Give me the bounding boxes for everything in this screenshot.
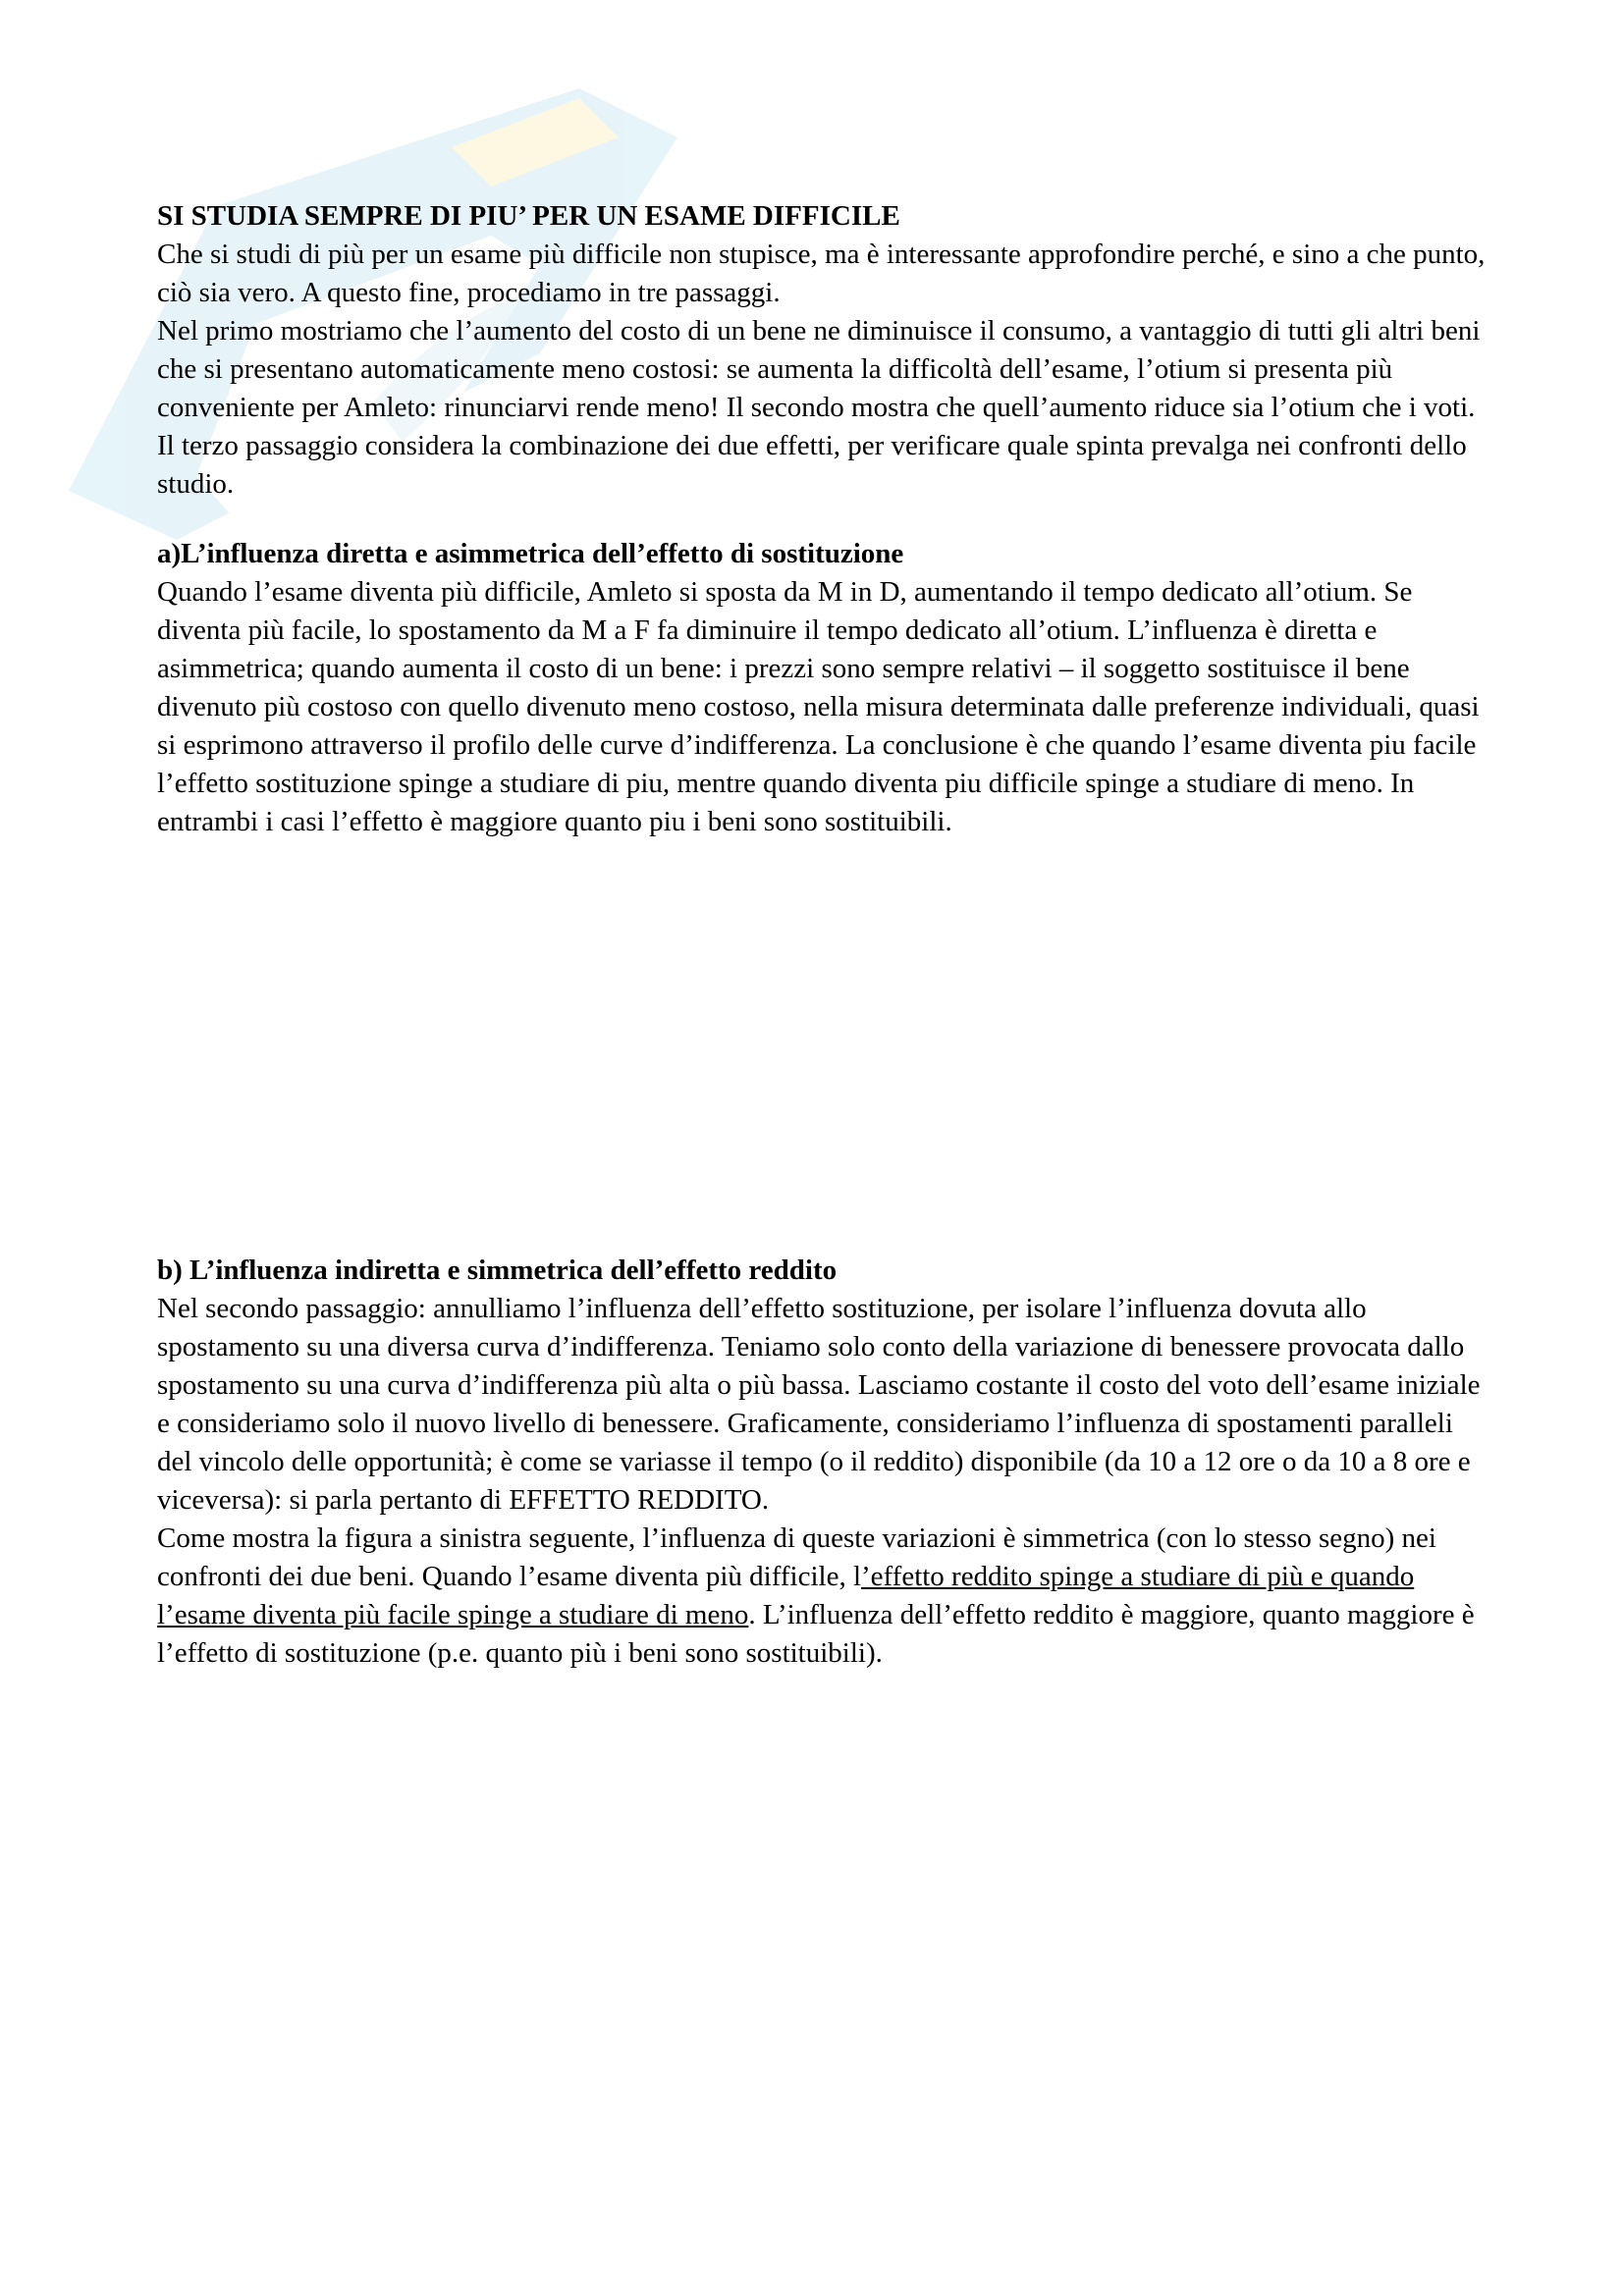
- section-a-heading: a)L’influenza diretta e asimmetrica dell’effetto di sostituzione: [157, 538, 904, 569]
- intro-paragraph: Nel primo mostriamo che l’aumento del costo di un bene ne diminuisce il consumo, a vantaggio di tutti gli altri beni che si presentano automaticamente meno costosi: se aumenta la difficoltà dell’esame, l’otium si presenta più conveniente per Amleto: rinunciarvi rende meno! Il secondo mostra che quell’aumento riduce sia l’otium che i voti. Il terzo passaggio considera la combinazione dei due effetti, per verificare quale spinta prevalga nei confronti dello studio.: [157, 315, 1481, 500]
- section-b: [157, 1252, 1492, 1673]
- section-a-body: Quando l’esame diventa più difficile, Amleto si sposta da M in D, aumentando il tempo dedicato all’otium. Se diventa più facile, lo spostamento da M a F fa diminuire il tempo dedicato all’otium. L’influenza è diretta e asimmetrica; quando aumenta il costo di un bene: i prezzi sono sempre relativi – il soggetto sostituisce il bene divenuto più costoso con quello divenuto meno costoso, nella misura determinata dalle preferenze individuali, quasi si esprimono attraverso il profilo delle curve d’indifferenza. La conclusione è che quando l’esame diventa piu facile l’effetto sostituzione spinge a studiare di piu, mentre quando diventa piu difficile spinge a studiare di meno. In entrambi i casi l’effetto è maggiore quanto piu i beni sono sostituibili.: [157, 576, 1480, 837]
- section-b-heading: b) L’influenza indiretta e simmetrica dell’effetto reddito: [157, 1255, 838, 1286]
- paragraph-text: . L’influenza dell’effetto reddito è maggiore, quanto maggiore è l’effetto di sostituzione (p.e. quanto più i beni sono sostituibili).: [157, 1599, 1475, 1669]
- intro-paragraph: Che si studi di più per un esame più difficile non stupisce, ma è interessante approfondire perché, e sino a che punto, ciò sia vero. A questo fine, procediamo in tre passaggi.: [157, 239, 1486, 308]
- intro-section: [157, 197, 1492, 504]
- section-b-paragraph: [157, 1520, 1492, 1673]
- underlined-text: ’effetto reddito spinge a studiare di più e quando l’esame diventa più facile spinge a studiare di meno: [157, 1561, 1415, 1630]
- page-title: SI STUDIA SEMPRE DI PIU’ PER UN ESAME DIFFICILE: [157, 200, 900, 232]
- section-b-paragraph: Nel secondo passaggio: annulliamo l’influenza dell’effetto sostituzione, per isolare l’influenza dovuta allo spostamento su una diversa curva d’indifferenza. Teniamo solo conto della variazione di benessere provocata dallo spostamento su una curva d’indifferenza più alta o più bassa. Lasciamo costante il costo del voto dell’esame iniziale e consideriamo solo il nuovo livello di benessere. Graficamente, consideriamo l’influenza di spostamenti paralleli del vincolo delle opportunità; è come se variasse il tempo (o il reddito) disponibile (da 10 a 12 ore o da 10 a 8 ore e viceversa): si parla pertanto di EFFETTO REDDITO.: [157, 1293, 1481, 1516]
- paragraph-text: Come mostra la figura a sinistra seguente, l’influenza di queste variazioni è simmetrica (con lo stesso segno) nei confronti dei due beni. Quando l’esame diventa più difficile, l: [157, 1522, 1436, 1592]
- section-a: [157, 535, 1492, 841]
